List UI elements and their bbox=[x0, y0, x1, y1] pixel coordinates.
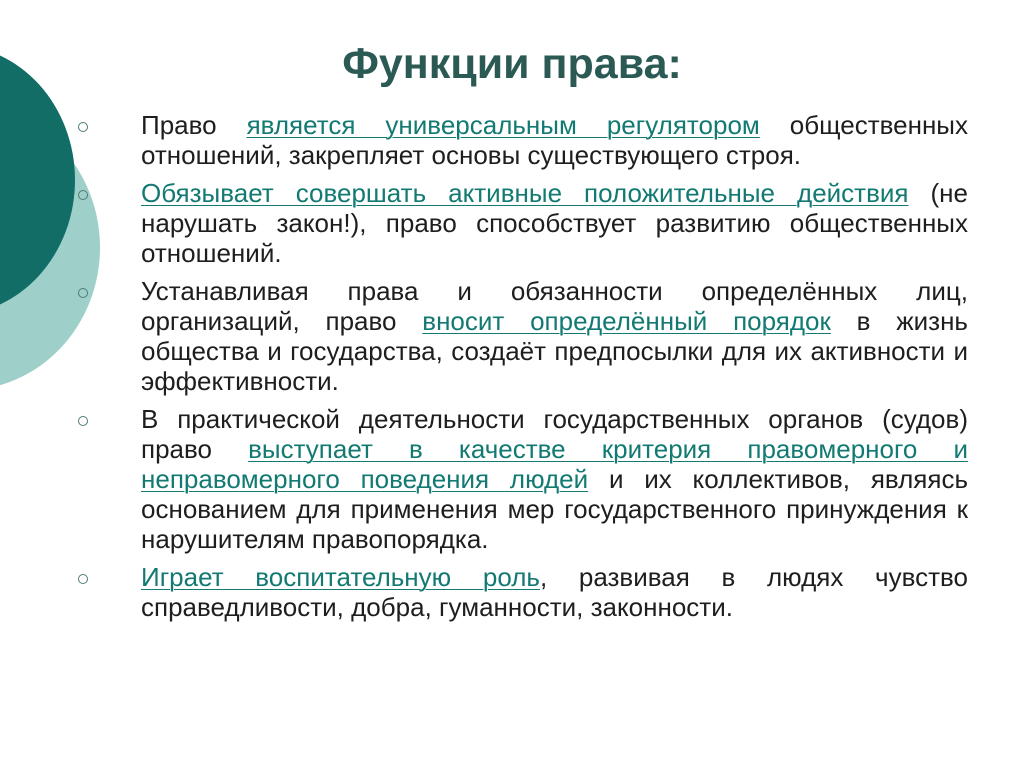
bullet-text bbox=[141, 276, 968, 396]
bullet-item bbox=[78, 562, 968, 622]
bullet-segment: Право bbox=[141, 110, 247, 140]
bullet-segment: Устанавливая права и обязанности определённых лиц, организаций, право bbox=[141, 276, 968, 336]
bullet-segment: (не нарушать закон!), право способствует развитию общественных отношений. bbox=[141, 178, 968, 268]
bullet-text bbox=[141, 562, 968, 622]
bullet-segment: в жизнь общества и государства, создаёт предпосылки для их активности и эффективности. bbox=[141, 306, 968, 396]
bullet-highlight[interactable]: выступает в качестве критерия правомерного и неправомерного поведения людей bbox=[141, 434, 969, 494]
bullet-highlight[interactable]: вносит определённый порядок bbox=[422, 306, 831, 336]
bullet-item bbox=[78, 404, 968, 554]
bullet-text bbox=[141, 178, 968, 268]
bullet-circle-icon bbox=[78, 416, 88, 426]
bullet-segment: и их коллективов, являясь основанием для применения мер государственного принуждения к нарушителям правопорядка. bbox=[141, 464, 968, 554]
bullet-segment: В практической деятельности государственных органов (судов) право bbox=[141, 404, 968, 464]
bullet-list bbox=[78, 110, 968, 630]
bullet-highlight[interactable]: Обязывает совершать активные положительные действия bbox=[141, 178, 909, 208]
bullet-item bbox=[78, 110, 968, 170]
bullet-highlight[interactable]: является универсальным регулятором bbox=[246, 110, 760, 140]
bullet-circle-icon bbox=[78, 574, 88, 584]
bullet-segment: общественных отношений, закрепляет основы существующего строя. bbox=[141, 110, 968, 170]
bullet-text bbox=[141, 110, 968, 170]
bullet-text bbox=[141, 404, 968, 554]
bullet-circle-icon bbox=[78, 288, 88, 298]
bullet-highlight[interactable]: Играет воспитательную роль bbox=[141, 562, 540, 592]
bullet-circle-icon bbox=[78, 190, 88, 200]
slide-title: Функции права: bbox=[342, 40, 682, 88]
bullet-item bbox=[78, 178, 968, 268]
bullet-segment: , развивая в людях чувство справедливости, добра, гуманности, законности. bbox=[141, 562, 969, 622]
bullet-circle-icon bbox=[78, 122, 88, 132]
bullet-item bbox=[78, 276, 968, 396]
